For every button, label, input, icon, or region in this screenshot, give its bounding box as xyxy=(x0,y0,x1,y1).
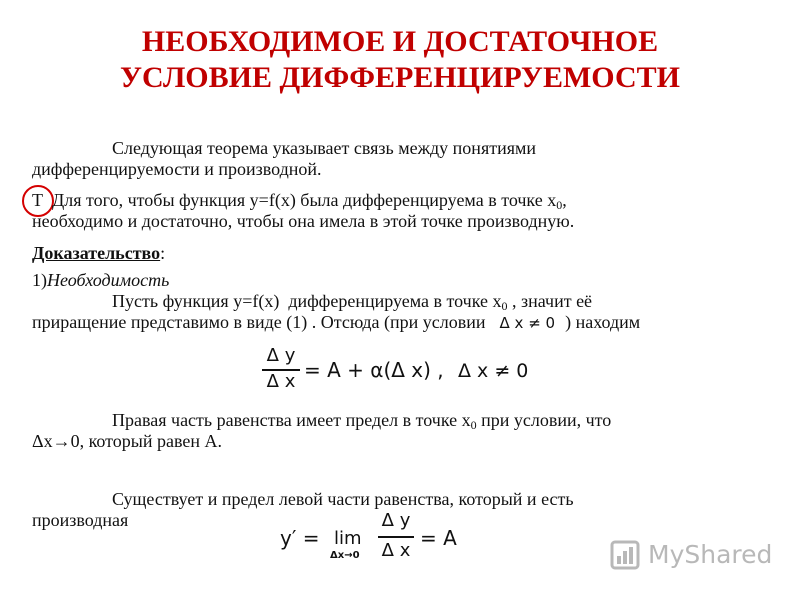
intro-line-2: дифференцируемости и производной. xyxy=(32,159,322,179)
necessity-text-2b: ) находим xyxy=(565,312,641,332)
theorem-subscript: 0 xyxy=(556,198,563,212)
intro-line-1: Следующая теорема указывает связь между понятиями xyxy=(112,138,537,158)
myshared-logo-icon xyxy=(606,536,646,576)
formula-derivative-ratio xyxy=(262,345,552,395)
formula2-lim-subscript: Δx→0 xyxy=(330,550,360,561)
necessity-text-2a: приращение представимо в виде (1) . Отсюда (при условии xyxy=(32,312,486,332)
formula2-rhs: = A xyxy=(420,526,457,550)
intro-paragraph xyxy=(32,138,772,180)
formula2-numerator: Δ y xyxy=(381,510,411,531)
theorem-line-2: необходимо и достаточно, чтобы она имела в этой точке производную. xyxy=(32,211,575,231)
formula1-condition: Δ x ≠ 0 xyxy=(458,360,529,382)
formula2-lim: lim xyxy=(334,528,362,549)
theorem-text-1b: , xyxy=(562,190,567,210)
slide-title-line-2: УСЛОВИЕ ДИФФЕРЕНЦИРУЕМОСТИ xyxy=(120,61,680,94)
derivative-line-1: Существует и предел левой части равенства, который и есть xyxy=(112,489,574,509)
formula1-numerator: Δ y xyxy=(266,345,296,366)
necessity-text-1a: Пусть функция y=f(x) дифференцируема в точке x xyxy=(112,291,502,311)
limit-text-1a: Правая часть равенства имеет предел в точке x xyxy=(112,410,471,430)
formula1-rhs: = A + α(Δ x) , xyxy=(304,358,444,382)
necessity-line-2 xyxy=(32,312,772,334)
theorem-text-1a: Для того, чтобы функция y=f(x) была дифференцируема в точке x xyxy=(43,190,557,210)
formula1-fraction xyxy=(262,345,300,392)
limit-subscript: 0 xyxy=(470,418,477,432)
formula1-denominator: Δ x xyxy=(266,371,296,392)
proof-heading xyxy=(32,243,772,264)
necessity-text-1b: , значит её xyxy=(507,291,593,311)
formula2-denominator: Δ x xyxy=(381,540,411,561)
theorem-paragraph xyxy=(32,190,772,232)
formula2-fraction xyxy=(378,510,414,561)
theorem-marker: Т xyxy=(32,190,43,210)
slide-title-line-1: НЕОБХОДИМОЕ И ДОСТАТОЧНОЕ xyxy=(141,25,659,58)
theorem-line-1 xyxy=(32,190,772,211)
myshared-logo[interactable] xyxy=(604,536,774,576)
necessity-subscript: 0 xyxy=(501,299,508,313)
myshared-logo-text: MyShared xyxy=(648,540,773,569)
limit-paragraph xyxy=(32,410,772,452)
derivative-line-2: производная xyxy=(32,510,129,530)
necessity-paragraph xyxy=(32,270,772,334)
proof-label: Доказательство xyxy=(32,243,161,263)
formula2-fraction-bar xyxy=(378,536,414,538)
limit-line-1 xyxy=(32,410,772,431)
necessity-number: 1) xyxy=(32,270,47,290)
formula-derivative-limit xyxy=(280,510,480,566)
inline-condition: Δ x ≠ 0 xyxy=(499,314,556,332)
slide-title xyxy=(0,24,800,96)
limit-line-2: Δx→0, который равен A. xyxy=(32,431,223,451)
proof-label-suffix: : xyxy=(160,243,166,263)
necessity-line-1 xyxy=(32,291,772,312)
formula2-lhs: y′ = xyxy=(280,526,320,550)
necessity-label: Необходимость xyxy=(47,270,170,290)
necessity-heading xyxy=(32,270,772,291)
limit-text-1b: при условии, что xyxy=(476,410,612,430)
